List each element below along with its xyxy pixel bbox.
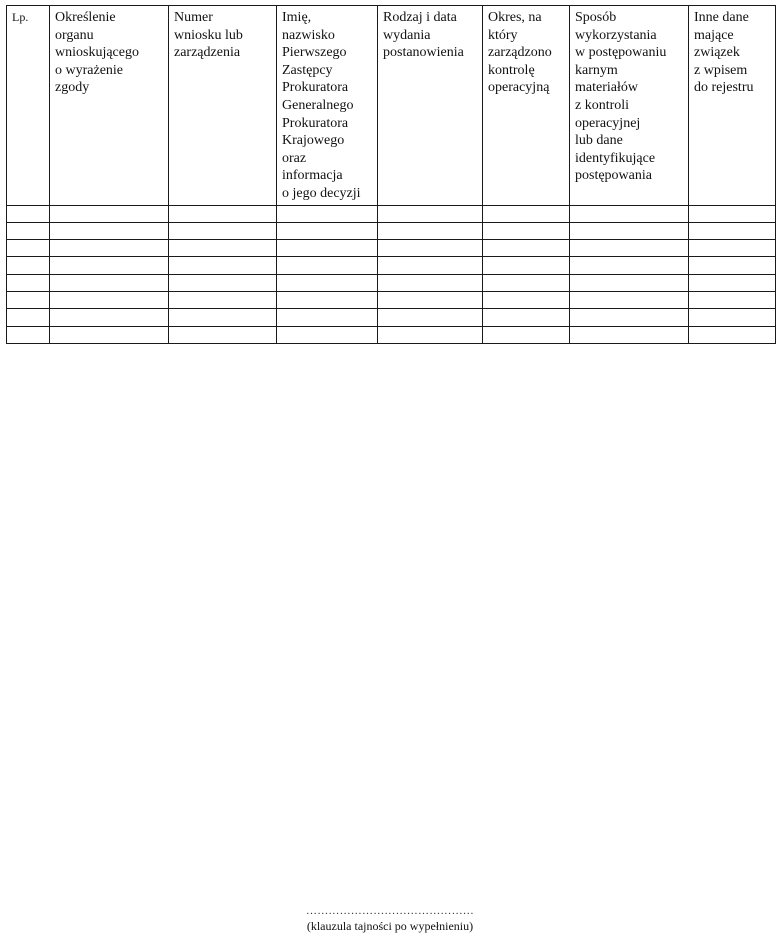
table-cell <box>50 309 169 326</box>
table-cell <box>7 274 50 291</box>
header-other-data: Inne dane mające związek z wpisem do rejestru <box>689 6 776 206</box>
table-cell <box>689 240 776 257</box>
confidentiality-clause-caption: (klauzula tajności po wypełnieniu) <box>306 919 474 933</box>
table-row <box>7 257 776 274</box>
table-row <box>7 205 776 222</box>
table-cell <box>689 274 776 291</box>
table-cell <box>570 205 689 222</box>
table-header <box>7 6 776 206</box>
table-cell <box>169 222 277 239</box>
table-cell <box>483 326 570 343</box>
table-cell <box>277 326 378 343</box>
table-cell <box>277 257 378 274</box>
table-cell <box>483 205 570 222</box>
table-cell <box>169 326 277 343</box>
table-cell <box>689 205 776 222</box>
table-cell <box>378 309 483 326</box>
table-cell <box>689 257 776 274</box>
table-cell <box>277 222 378 239</box>
table-cell <box>7 205 50 222</box>
table-cell <box>169 240 277 257</box>
table-cell <box>689 309 776 326</box>
table-cell <box>50 240 169 257</box>
table-cell <box>689 292 776 309</box>
table-cell <box>169 274 277 291</box>
header-request-number: Numer wniosku lub zarządzenia <box>169 6 277 206</box>
header-control-period: Okres, na który zarządzono kontrolę operacyjną <box>483 6 570 206</box>
table-cell <box>7 309 50 326</box>
table-cell <box>570 274 689 291</box>
table-cell <box>7 240 50 257</box>
table-cell <box>169 205 277 222</box>
table-cell <box>378 205 483 222</box>
table-cell <box>7 292 50 309</box>
table-cell <box>7 257 50 274</box>
table-cell <box>570 240 689 257</box>
table-cell <box>50 257 169 274</box>
table-cell <box>7 222 50 239</box>
table-cell <box>277 205 378 222</box>
table-cell <box>169 292 277 309</box>
table-cell <box>277 292 378 309</box>
table-row <box>7 309 776 326</box>
table-cell <box>483 240 570 257</box>
header-lp: Lp. <box>7 6 50 206</box>
header-row <box>7 6 776 206</box>
table-cell <box>378 292 483 309</box>
table-cell <box>7 326 50 343</box>
table-cell <box>277 240 378 257</box>
table-cell <box>378 240 483 257</box>
table-cell <box>378 326 483 343</box>
table-row <box>7 274 776 291</box>
header-use-of-materials: Sposób wykorzystania w postępowaniu karnym materiałów z kontroli operacyjnej lub dane identyfikujące postępowania <box>570 6 689 206</box>
table-cell <box>689 222 776 239</box>
table-cell <box>277 309 378 326</box>
table-cell <box>483 309 570 326</box>
table-cell <box>50 205 169 222</box>
table-cell <box>50 222 169 239</box>
table-cell <box>169 257 277 274</box>
table-cell <box>570 326 689 343</box>
register-table <box>6 5 776 344</box>
table-body <box>7 205 776 343</box>
table-cell <box>378 222 483 239</box>
table-cell <box>570 257 689 274</box>
table-cell <box>169 309 277 326</box>
table-row <box>7 240 776 257</box>
table-cell <box>50 326 169 343</box>
table-cell <box>50 292 169 309</box>
signature-dots: ……………………………………… <box>306 905 474 917</box>
header-deputy-prosecutor: Imię, nazwisko Pierwszego Zastępcy Prokuratora Generalnego Prokuratora Krajowego oraz informacja o jego decyzji <box>277 6 378 206</box>
table-cell <box>483 292 570 309</box>
table-cell <box>570 222 689 239</box>
table-cell <box>378 257 483 274</box>
table-cell <box>483 274 570 291</box>
table-cell <box>483 257 570 274</box>
table-cell <box>378 274 483 291</box>
table-cell <box>277 274 378 291</box>
header-requesting-authority: Określenie organu wnioskującego o wyrażenie zgody <box>50 6 169 206</box>
table-cell <box>689 326 776 343</box>
table-cell <box>50 274 169 291</box>
table-cell <box>570 292 689 309</box>
header-decision-type-date: Rodzaj i data wydania postanowienia <box>378 6 483 206</box>
table-row <box>7 326 776 343</box>
table-cell <box>483 222 570 239</box>
table-cell <box>570 309 689 326</box>
table-row <box>7 222 776 239</box>
table-row <box>7 292 776 309</box>
